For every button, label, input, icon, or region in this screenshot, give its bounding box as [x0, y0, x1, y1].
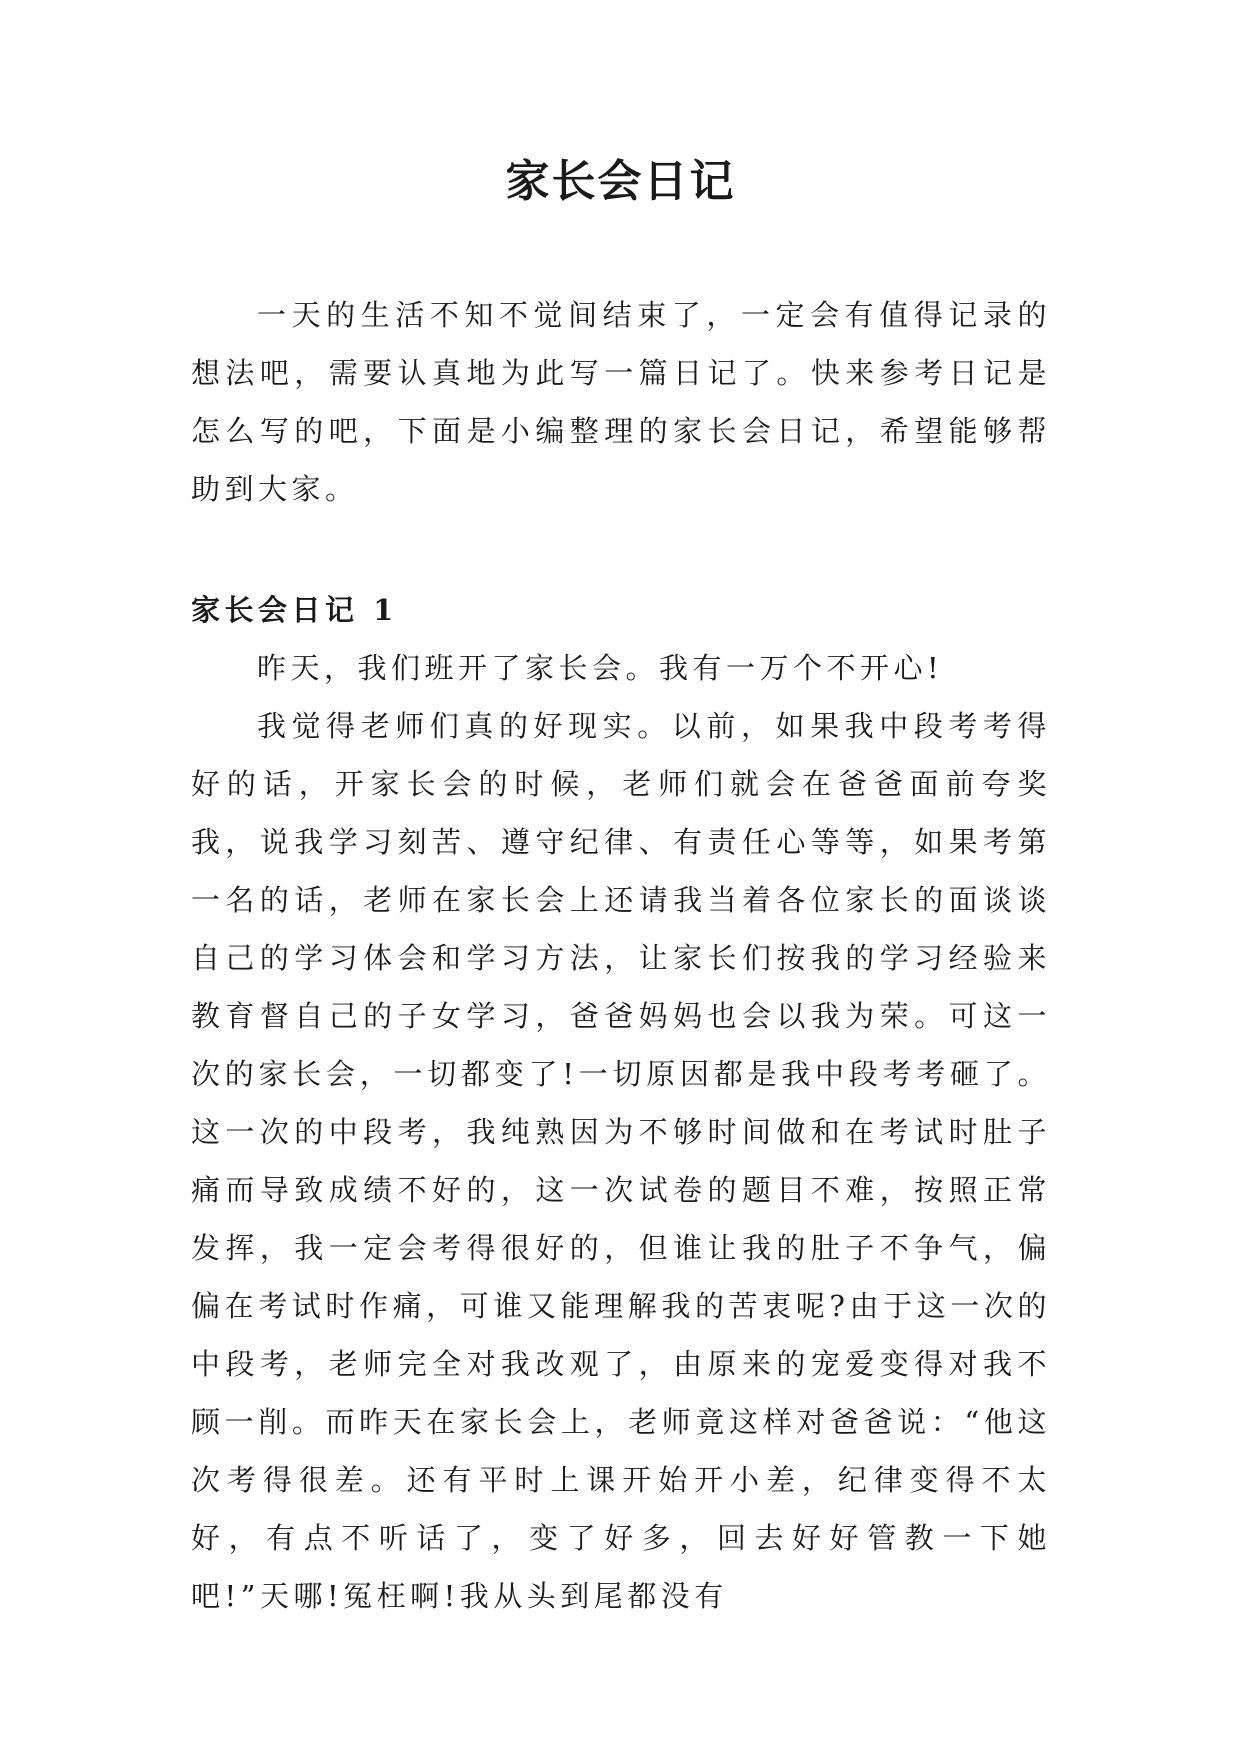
intro-paragraph: 一天的生活不知不觉间结束了，一定会有值得记录的想法吧，需要认真地为此写一篇日记了。快来参考日记是怎么写的吧，下面是小编整理的家长会日记，希望能够帮助到大家。: [191, 298, 1051, 506]
document-title: 家长会日记: [505, 156, 736, 207]
body-paragraph: 我觉得老师们真的好现实。以前，如果我中段考考得好的话，开家长会的时候，老师们就会在爸爸面前夸奖我，说我学习刻苦、遵守纪律、有责任心等等，如果考第一名的话，老师在家长会上还请我当着各位家长的面谈谈自己的学习体会和学习方法，让家长们按我的学习经验来教育督自己的子女学习，爸爸妈妈也会以我为荣。可这一次的家长会，一切都变了!一切原因都是我中段考考砸了。这一次的中段考，我纯熟因为不够时间做和在考试时肚子痛而导致成绩不好的，这一次试卷的题目不难，按照正常发挥，我一定会考得很好的，但谁让我的肚子不争气，偏偏在考试时作痛，可谁又能理解我的苦衷呢?由于这一次的中段考，老师完全对我改观了，由原来的宠爱变得对我不顾一削。而昨天在家长会上，老师竟这样对爸爸说：“他这次考得很差。还有平时上课开始开小差，纪律变得不太好，有点不听话了，变了好多，回去好好管教一下她吧!”天哪!冤枉啊!我从头到尾都没有: [191, 709, 1051, 1613]
section-body: [191, 639, 1051, 1625]
body-paragraph: 昨天，我们班开了家长会。我有一万个不开心!: [257, 651, 944, 685]
section-heading: 家长会日记 1: [191, 593, 398, 627]
